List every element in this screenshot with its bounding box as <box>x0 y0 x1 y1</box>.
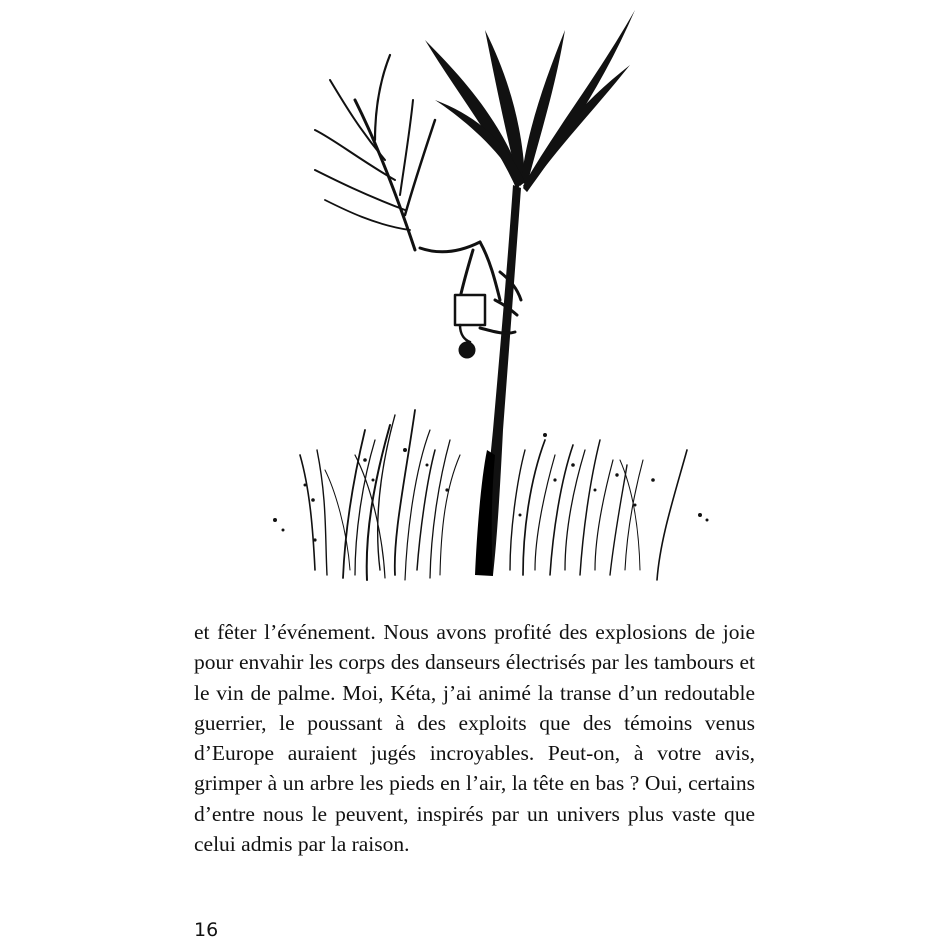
ink-drawing <box>255 10 725 585</box>
page-number: 16 <box>194 919 219 941</box>
body-paragraph: et fêter l’événement. Nous avons profité des explosions de joie pour envahir les corps des danseurs électrisés par les tambours et le vin de palme. Moi, Kéta, j’ai animé la transe d’un redoutable guerrier, le poussant à des exploits que des témoins venus d’Europe auraient jugés incroyables. Peut-on, à votre avis, grimper à un arbre les pieds en l’air, la tête en bas ? Oui, certains d’entre nous le peuvent, inspirés par un univers plus vaste que celui admis par la raison. <box>194 620 755 857</box>
palm-crown-right <box>425 10 635 192</box>
palm-frond-left <box>315 55 435 250</box>
illustration-palm-tree-climber <box>255 10 725 585</box>
body-text-block <box>194 617 755 859</box>
